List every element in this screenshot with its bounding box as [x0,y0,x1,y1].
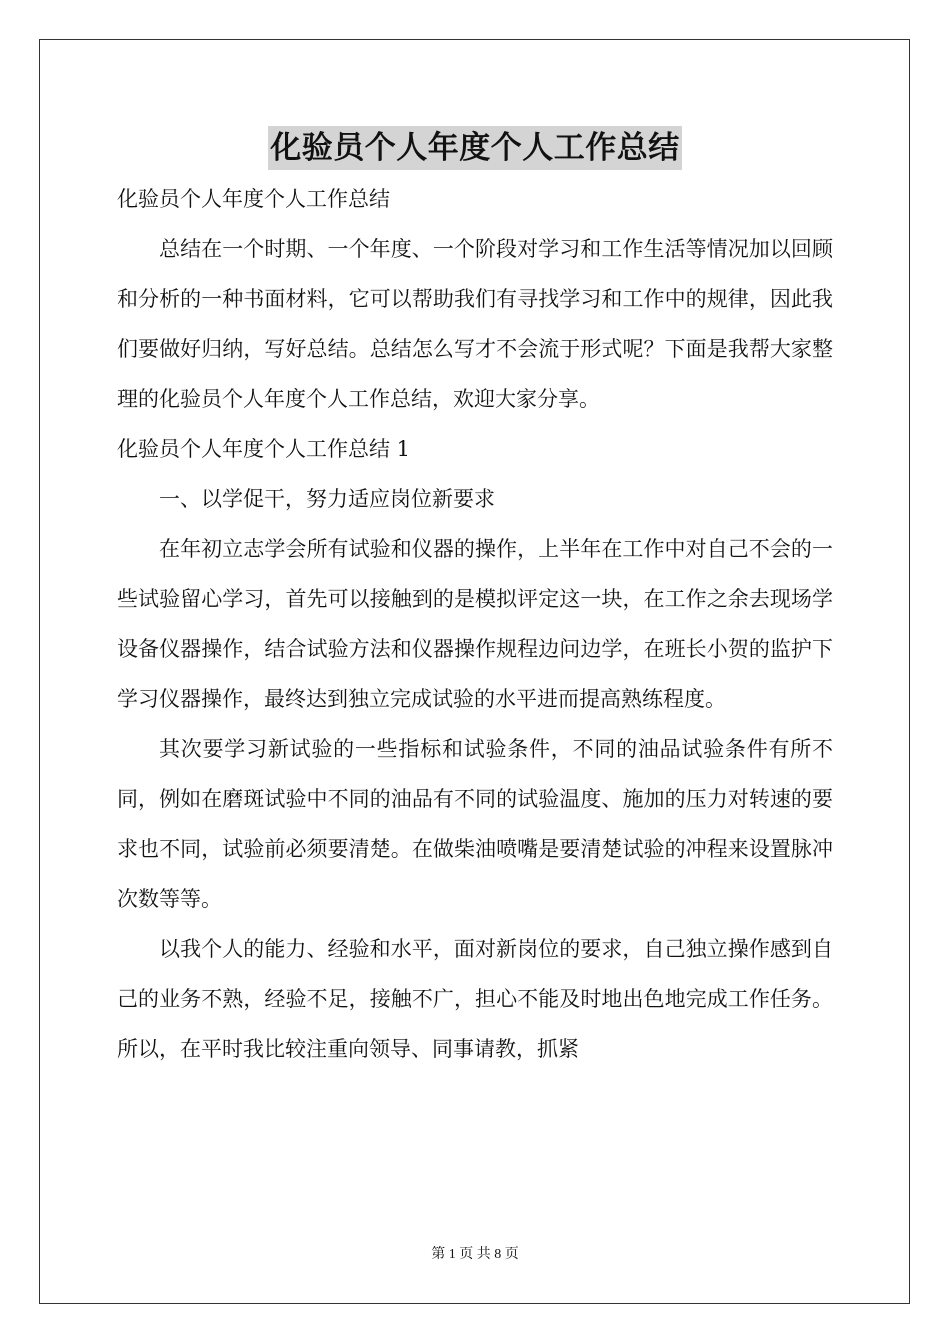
page-footer: 第 1 页 共 8 页 [431,1247,519,1262]
intro-paragraph: 总结在一个时期、一个年度、一个阶段对学习和工作生活等情况加以回顾和分析的一种书面材料，它可以帮助我们有寻找学习和工作中的规律，因此我们要做好归纳，写好总结。总结怎么写才不会流于形式呢？下面是我帮大家整理的化验员个人年度个人工作总结，欢迎大家分享。 [117,237,833,411]
body-paragraph-1: 在年初立志学会所有试验和仪器的操作，上半年在工作中对自己不会的一些试验留心学习，首先可以接触到的是模拟评定这一块，在工作之余去现场学设备仪器操作，结合试验方法和仪器操作规程边问边学，在班长小贺的监护下学习仪器操作，最终达到独立完成试验的水平进而提高熟练程度。 [117,537,833,711]
section-heading: 一、以学促干，努力适应岗位新要求 [159,487,495,511]
body-paragraph-3: 以我个人的能力、经验和水平，面对新岗位的要求，自己独立操作感到自己的业务不熟，经验不足，接触不广，担心不能及时地出色地完成工作任务。所以，在平时我比较注重向领导、同事请教，抓紧 [117,937,833,1061]
document-title: 化验员个人年度个人工作总结 [268,126,682,170]
section-title: 化验员个人年度个人工作总结 1 [117,437,411,461]
document-body [117,180,833,1074]
document-subtitle: 化验员个人年度个人工作总结 [117,187,390,211]
body-paragraph-2: 其次要学习新试验的一些指标和试验条件，不同的油品试验条件有所不同，例如在磨斑试验中不同的油品有不同的试验温度、施加的压力对转速的要求也不同，试验前必须要清楚。在做柴油喷嘴是要清楚试验的冲程来设置脉冲次数等等。 [117,737,833,911]
title-container [0,126,950,170]
